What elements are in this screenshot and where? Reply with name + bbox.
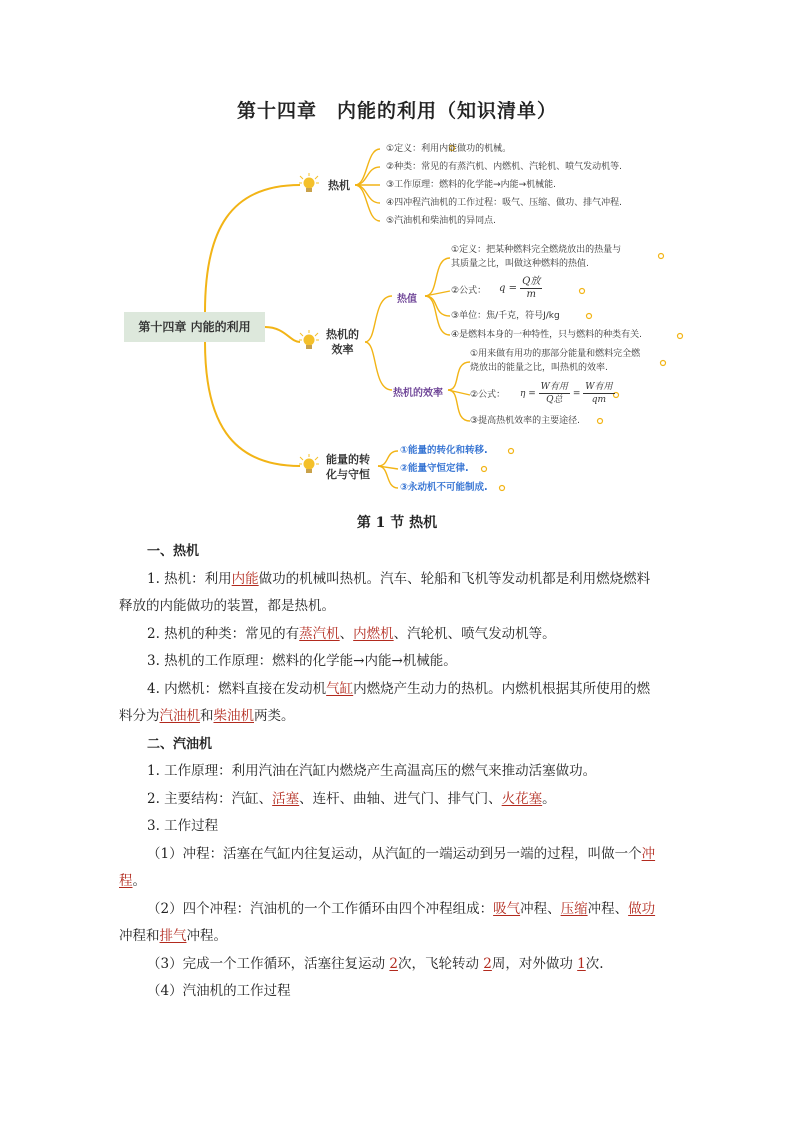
bulb-icon [299,173,319,192]
leaf-item: ④是燃料本身的一种特性，只与燃料的种类有关. [451,330,642,340]
leaf-dot-icon [678,334,683,339]
paragraph: 3. 热机的工作原理：燃料的化学能→内能→机械能。 [147,653,457,669]
leaf-item: ⑤汽油机和柴油机的异同点. [386,216,496,226]
leaf-dot-icon [661,361,666,366]
formula-numerator: W有用 [585,382,613,392]
branch-heat-engine: 热机 [328,179,350,192]
leaf-line [425,296,450,316]
paragraph: 4. 内燃机：燃料直接在发动机气缸内燃烧产生动力的热机。内燃机根据其所使用的燃 [147,680,651,697]
branch-line-heat-engine [205,185,300,312]
bulb-icon [299,330,319,349]
branch-line-efficiency [265,327,300,342]
keyword: 2 [389,955,398,972]
branch-energy [326,452,370,482]
leaf-line-text: 其质量之比，叫做这种燃料的热值. [451,259,589,269]
paragraph: 2. 热机的种类：常见的有蒸汽机、内燃机、汽轮机、喷气发动机等。 [147,625,556,642]
heat-value-formula [499,276,542,301]
leaf-line [378,466,398,488]
leaf-dot-icon [598,419,603,424]
leaf-line-text: ①用来做有用功的那部分能量和燃料完全燃 [470,349,641,359]
paragraph: 释放的内能做功的装置，都是热机。 [119,598,335,614]
leaf-item: ①定义：利用内能做功的机械。 [386,144,512,154]
leaf-dot-icon [659,254,664,259]
leaf-item: ②能量守恒定律. [400,463,469,474]
formula-fraction [583,381,614,406]
keyword: 吸气 [493,900,521,917]
keyword: 火花塞 [501,790,543,807]
paragraph: （3）完成一个工作循环，活塞往复运动 2次，飞轮转动 2周，对外做功 1次. [147,955,604,972]
branch-label-line: 化与守恒 [326,468,370,481]
sub-node-heat-value: 热值 [397,294,417,305]
keyword: 内能 [231,570,259,587]
paragraph: 料分为汽油机和柴油机两类。 [119,708,295,724]
keyword: 汽油机 [159,708,200,724]
formula-denominator: m [526,289,536,300]
document-title: 第十四章 内能的利用（知识清单） [236,100,557,122]
paragraph: 2. 主要结构：汽缸、活塞、连杆、曲轴、进气门、排气门、火花塞。 [147,790,556,807]
keyword: 气缸 [326,680,354,697]
paragraph: 1. 热机：利用内能做功的机械叫热机。汽车、轮船和飞机等发动机都是利用燃烧燃料 [147,570,651,587]
leaf-dot-icon [500,486,505,491]
keyword: 压缩 [560,900,588,917]
paragraph: 3. 工作过程 [147,818,219,834]
leaf-line-text: 烧放出的能量之比，叫热机的效率. [470,363,608,373]
leaf-item: ③单位：焦/千克，符号J/kg [451,311,560,321]
formula-lhs: q = [499,283,517,294]
leaf-dot-icon [587,314,592,319]
formula-lhs: η = [520,389,536,399]
leaf-item [470,347,640,375]
leaf-item: ②公式： [451,286,487,296]
keyword: 1 [577,955,586,972]
mindmap-root: 第十四章 内能的利用 [124,312,265,342]
formula-denominator: Q总 [546,395,563,405]
sub-line-engine-efficiency [365,342,392,390]
efficiency-formula [520,381,615,406]
keyword: 冲 [641,845,656,862]
section-body [119,538,679,1006]
leaf-dot-icon [509,449,514,454]
leaf-line-text: ①定义：把某种燃料完全燃烧放出的热量与 [451,245,622,255]
branch-label-line: 热机的 [326,328,359,341]
leaf-item: ②公式： [470,390,506,400]
formula-fraction [539,381,570,406]
branch-line-energy [205,342,300,466]
leaf-item: ②种类：常见的有蒸汽机、内燃机、汽轮机、喷气发动机等. [386,162,622,172]
leaf-item: ③永动机不可能制成. [400,482,488,493]
formula-equals: = [572,389,581,399]
branch-label-line: 能量的转 [326,453,370,466]
formula-fraction [520,276,542,301]
paragraph: （1）冲程：活塞在气缸内往复运动，从汽缸的一端运动到另一端的过程，叫做一个冲 [147,845,656,862]
keyword: 内燃机 [353,625,394,642]
branch-efficiency [326,327,359,357]
paragraph: （4）汽油机的工作过程 [147,983,291,999]
leaf-line [355,185,380,203]
leaf-dot-icon [580,289,585,294]
leaf-item: ③提高热机效率的主要途径. [470,416,580,426]
formula-numerator: W有用 [540,382,568,392]
keyword: 活塞 [272,790,300,807]
keyword: 蒸汽机 [299,625,340,642]
leaf-item [451,243,621,271]
keyword: 做功 [628,900,656,917]
paragraph: 冲程和排气冲程。 [119,928,227,944]
leaf-dot-icon [482,467,487,472]
mindmap-connectors [0,0,794,520]
keyword: 柴油机 [213,708,254,724]
paragraph: 程。 [119,873,146,889]
section-heading: 第 1 节 热机 [356,515,438,531]
keyword: 程 [119,873,133,889]
leaf-line [425,258,450,296]
sub-line-heat-value [365,296,392,342]
leaf-line [448,362,470,390]
paragraph: （2）四个冲程：汽油机的一个工作循环由四个冲程组成：吸气冲程、压缩冲程、做功 [147,900,656,917]
part-title: 一、热机 [147,544,200,559]
leaf-line [378,451,398,466]
keyword: 2 [483,955,492,972]
leaf-item: ①能量的转化和转移. [400,445,488,456]
keyword: 排气 [159,928,187,944]
sub-node-engine-efficiency: 热机的效率 [393,388,443,399]
formula-numerator: Q放 [522,276,541,287]
formula-denominator: qm [591,395,607,405]
paragraph: 1. 工作原理：利用汽油在汽缸内燃烧产生高温高压的燃气来推动活塞做功。 [147,763,597,779]
leaf-line [355,167,380,185]
leaf-line [425,291,450,296]
branch-label-line: 效率 [331,343,354,356]
leaf-item: ④四冲程汽油机的工作过程：吸气、压缩、做功、排气冲程. [386,198,622,208]
bulb-icon [299,454,319,473]
part-title: 二、汽油机 [147,736,213,752]
leaf-item: ③工作原理：燃料的化学能→内能→机械能. [386,180,557,190]
